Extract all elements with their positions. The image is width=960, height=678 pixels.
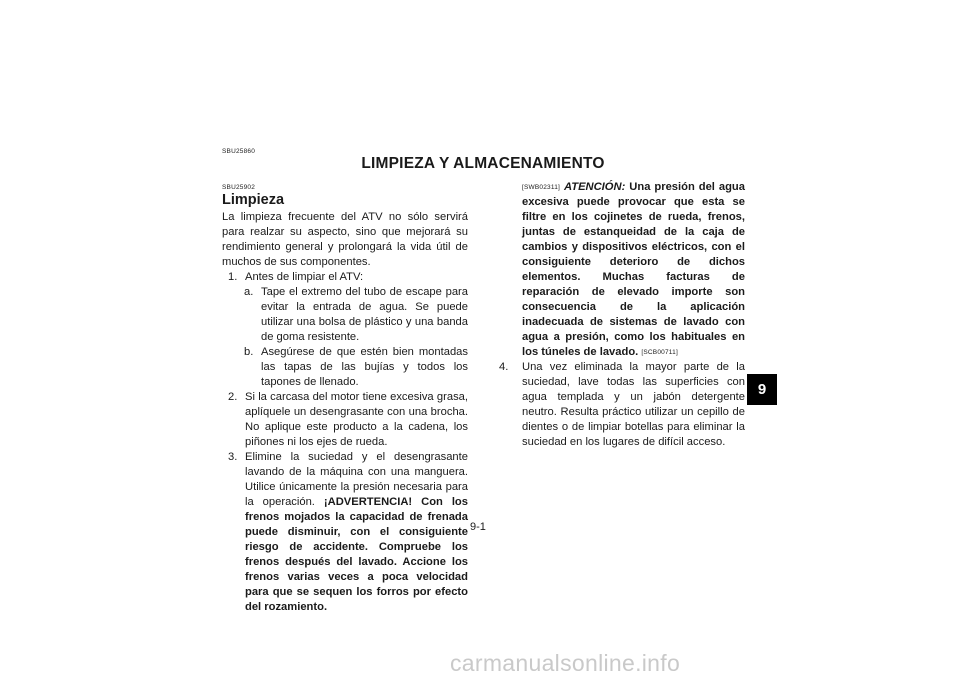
step-1 [222, 270, 468, 285]
substep-b [222, 345, 468, 390]
section-code: SBU25902 [222, 184, 256, 191]
step-number: 1. [228, 271, 238, 283]
step-number: 2. [228, 391, 238, 403]
step-3-text: Elimine la suciedad y el desengrasante lavando de la máquina con una manguera. Utilice únicamente la presión necesaria para la operación. [245, 451, 468, 508]
caution-block [522, 180, 745, 360]
step-text: Antes de limpiar el ATV: [245, 271, 364, 283]
step-3 [222, 450, 468, 615]
substep-a [222, 285, 468, 345]
step-text: Una vez eliminada la mayor parte de la suciedad, lave todas las superficies con agua templada y un jabón detergente neutro. Resulta práctico utilizar un cepillo de dientes o de limpiar botellas para eliminar la suciedad en los lugares de difícil acceso. [522, 361, 745, 448]
page-code: SBU25860 [222, 148, 256, 155]
left-column [222, 184, 468, 615]
step-text: Si la carcasa del motor tiene excesiva grasa, aplíquele un desengrasante con una brocha. No aplique este producto a la cadena, los piñones ni los ejes de rueda. [245, 391, 468, 448]
caution-text: Una presión del agua excesiva puede provocar que esta se filtre en los cojinetes de rueda, frenos, juntas de estanqueidad de la caja de cambios y dispositivos eléctricos, con el consiguiente deterioro de dichos elementos. Muchas facturas de reparación de elevado importe son consecuencia de la aplicación inadecuada de sistemas de lavado con agua a presión, como los habituales en los túneles de lavado. [522, 181, 745, 358]
warning-text: ¡ADVERTENCIA! Con los frenos mojados la capacidad de frenada puede disminuir, con el consiguiente riesgo de accidente. Compruebe los frenos después del lavado. Accione los frenos varias veces a poca velocidad para que se sequen los forros por efecto del rozamiento. [245, 496, 468, 613]
step-4 [499, 360, 745, 450]
chapter-tab: 9 [747, 374, 777, 405]
step-number: 4. [499, 361, 509, 373]
warning-code: [SWB02311] [522, 184, 561, 191]
substep-label: b. [244, 346, 254, 358]
section-heading: Limpieza [222, 192, 285, 208]
step-text [245, 450, 468, 615]
substep-label: a. [244, 286, 254, 298]
substep-text: Asegúrese de que estén bien montadas las tapas de las bujías y todos los tapones de llenado. [261, 346, 468, 388]
watermark: carmanualsonline.info [450, 650, 681, 676]
substep-text: Tape el extremo del tubo de escape para evitar la entrada de agua. Se puede utilizar una bolsa de plástico y una banda de goma resistente. [261, 286, 468, 343]
right-column [499, 180, 745, 450]
caution-label: ATENCIÓN: [563, 181, 626, 193]
step-2 [222, 390, 468, 450]
step-3-continued [499, 180, 745, 360]
page-number: 9-1 [470, 521, 486, 533]
page-title: LIMPIEZA Y ALMACENAMIENTO [361, 155, 605, 172]
caution-code: [SCB00711] [641, 349, 678, 356]
intro-paragraph: La limpieza frecuente del ATV no sólo servirá para realzar su aspecto, sino que mejorará su rendimiento general y prolongará la vida útil de muchos de sus componentes. [222, 211, 468, 268]
step-number: 3. [228, 451, 238, 463]
